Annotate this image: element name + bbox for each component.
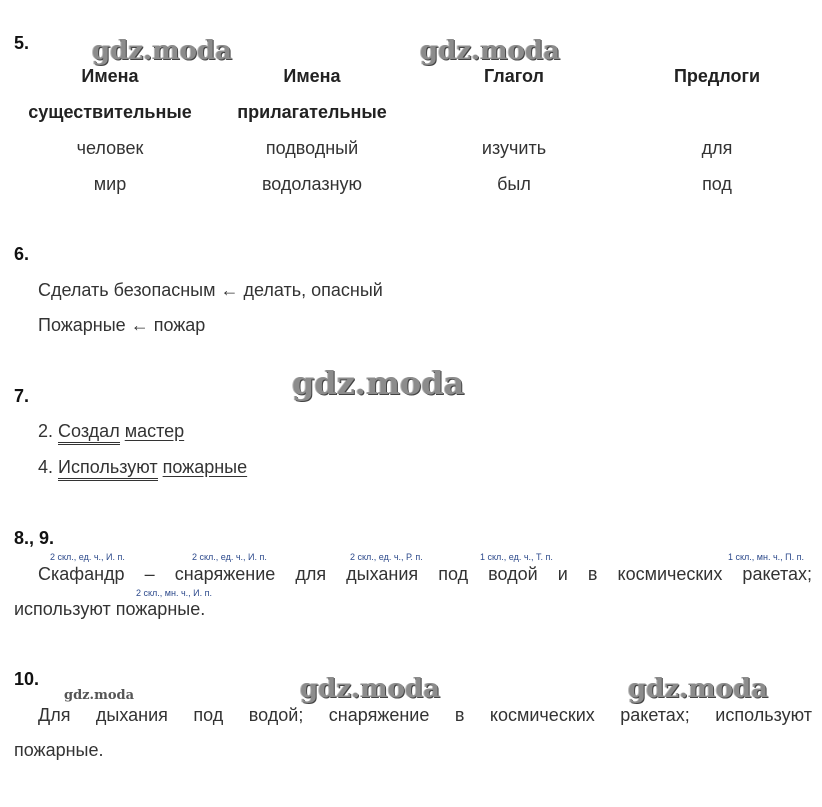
- text-line: Пожарные ← пожар: [38, 315, 206, 335]
- predicate-word: Используют: [58, 457, 158, 481]
- column-header: Глагол: [484, 66, 544, 86]
- item-prefix: 2.: [38, 421, 59, 441]
- subject-word: мастер: [124, 421, 185, 441]
- task-number: 8., 9.: [14, 528, 55, 548]
- text-line: используют пожарные.: [14, 599, 206, 619]
- watermark-logo: gdz.moda: [64, 688, 135, 703]
- table-cell: для: [701, 138, 733, 158]
- task-number: 7.: [14, 386, 30, 406]
- watermark-logo: gdz.moda: [92, 36, 233, 66]
- watermark-logo: gdz.moda: [292, 364, 465, 402]
- table-cell: под: [702, 174, 732, 194]
- subject-word: пожарные: [162, 457, 248, 477]
- text-line: Для дыхания под водой; снаряжение в космических ракетах; используют: [38, 705, 812, 725]
- watermark-logo: gdz.moda: [628, 674, 769, 704]
- table-cell: мир: [93, 174, 127, 194]
- task-number: 5.: [14, 33, 30, 53]
- text-line: Скафандр – снаряжение для дыхания под водой и в космических ракетах;: [38, 564, 812, 584]
- column-header: Имена: [81, 66, 139, 86]
- watermark-logo: gdz.moda: [300, 674, 441, 704]
- watermark-logo: gdz.moda: [420, 36, 561, 66]
- item-prefix: 4.: [38, 457, 59, 477]
- task-number: 10.: [14, 669, 40, 689]
- grammar-annotation: 1 скл., мн. ч., П. п.: [728, 552, 804, 562]
- text-line: пожарные.: [14, 740, 104, 760]
- grammar-annotation: 1 скл., ед. ч., Т. п.: [480, 552, 553, 562]
- text-line: [38, 457, 247, 478]
- column-header: существительные: [28, 102, 192, 122]
- table-cell: был: [497, 174, 531, 194]
- grammar-annotation: 2 скл., ед. ч., И. п.: [192, 552, 267, 562]
- column-header: Имена: [283, 66, 341, 86]
- grammar-annotation: 2 скл., мн. ч., И. п.: [136, 588, 212, 598]
- table-cell: водолазную: [261, 174, 363, 194]
- grammar-annotation: 2 скл., ед. ч., И. п.: [50, 552, 125, 562]
- task-number: 6.: [14, 244, 30, 264]
- column-header: прилагательные: [237, 102, 387, 122]
- table-cell: человек: [76, 138, 144, 158]
- grammar-annotation: 2 скл., ед. ч., Р. п.: [350, 552, 423, 562]
- text-line: [38, 421, 184, 442]
- text-line: Сделать безопасным ← делать, опасный: [38, 280, 383, 300]
- column-header: Предлоги: [673, 66, 761, 86]
- table-cell: подводный: [265, 138, 359, 158]
- predicate-word: Создал: [58, 421, 120, 445]
- table-cell: изучить: [481, 138, 547, 158]
